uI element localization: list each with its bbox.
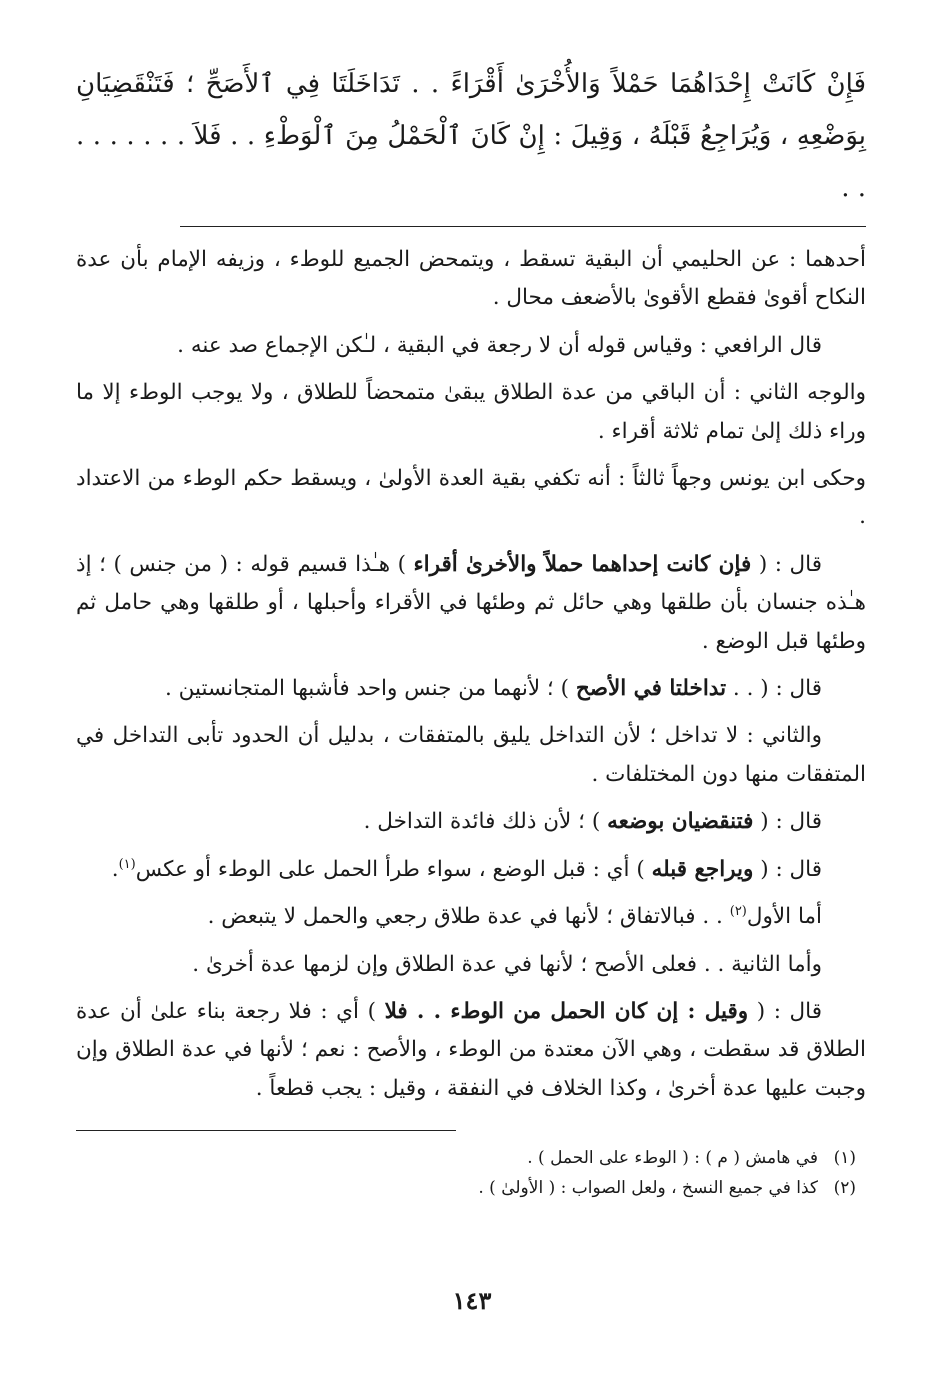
sharh-paragraph-5 [76, 546, 866, 661]
matn-divider [180, 226, 866, 227]
sharh-paragraph-2: قال الرافعي : وقياس قوله أن لا رجعة في البقية ، لـٰكن الإجماع صد عنه . [177, 332, 822, 358]
commentary-text: ) ؛ لأنهما من جنس واحد فأشبها المتجانستين . [164, 676, 569, 702]
commentary-text: أما الأول [746, 904, 822, 930]
sharh-paragraph-9 [76, 851, 866, 889]
footnote-ref-2[interactable]: (٢) [729, 903, 747, 919]
footnote-2 [76, 1173, 866, 1203]
footnote-number: (٢) [833, 1178, 856, 1199]
page-number: ١٤٣ [452, 1286, 492, 1315]
commentary-text: ) هـٰذا قسيم قوله : ( من جنس ) ؛ إذ هـٰذه جنسان بأن طلقها وهي حائل ثم وطئها في الأقراء وأحبلها ، أو طلقها وهي حامل ثم وطئها قبل الوضع . [76, 551, 866, 654]
book-page [76, 58, 866, 1348]
footnotes [76, 1143, 866, 1203]
matn-line-2: بِوَضْعِهِ ، وَيُرَاجِعُ قَبْلَهُ ، وَقِيلَ : إِنْ كَانَ ٱلْحَمْلُ مِنَ ٱلْوَطْءِ . . فَلاَ . . . . . . . . . [76, 121, 866, 203]
sharh-paragraph-1: أحدهما : عن الحليمي أن البقية تسقط ، ويتمحض الجميع للوطء ، وزيفه الإمام بأن عدة النكاح أقوىٰ فقطع الأقوىٰ بالأضعف محال . [76, 247, 866, 311]
sharh-paragraph-12 [76, 993, 866, 1108]
sharh-paragraph-10 [76, 898, 866, 936]
footnote-text: كذا في جميع النسخ ، ولعل الصواب : ( الأولىٰ ) . [478, 1178, 818, 1199]
footnote-ref-1[interactable]: (١) [118, 856, 136, 872]
sharh-paragraph-6 [76, 670, 866, 708]
sharh-paragraph-3: والوجه الثاني : أن الباقي من عدة الطلاق يبقىٰ متمحضاً للطلاق ، ولا يوجب الوطء إلا ما وراء ذلك إلىٰ تمام ثلاثة أقراء . [76, 380, 866, 444]
quoted-matn: ويراجع قبله [651, 856, 754, 882]
quoted-matn: فإن كانت إحداهما حملاً والأخرىٰ أقراء [413, 551, 752, 577]
footnote-text: في هامش ( م ) : ( الوطء على الحمل ) . [527, 1148, 818, 1169]
quote-open: قال : ( [758, 551, 822, 577]
commentary-text: ) أي : فلا رجعة بناء علىٰ أن عدة الطلاق قد سقطت ، وهي الآن معتدة من الوطء ، والأصح : نعم ؛ لأنها في عدة الطلاق وإن وجبت عليها عدة أخرىٰ ، وكذا الخلاف في النفقة ، وقيل : يجب قطعاً . [76, 998, 866, 1101]
quoted-matn: فتنقضيان بوضعه [607, 809, 754, 835]
commentary-text: ) أي : قبل الوضع ، سواء طرأ الحمل على الوطء أو عكس [135, 856, 645, 882]
sharh-paragraph-11: وأما الثانية . . فعلى الأصح ؛ لأنها في عدة الطلاق وإن لزمها عدة أخرىٰ . [192, 951, 822, 977]
sharh-commentary [76, 241, 866, 1108]
sharh-paragraph-8 [76, 803, 866, 841]
quote-open: قال : ( [760, 856, 822, 882]
quote-open: قال : ( [756, 998, 822, 1024]
commentary-text-end: . [111, 856, 119, 882]
sharh-paragraph-7: والثاني : لا تداخل ؛ لأن التداخل يليق بالمتفقات ، بدليل أن الحدود تأبى التداخل في المتفقات منها دون المختلفات . [76, 723, 866, 787]
footnote-1 [76, 1143, 866, 1173]
quote-open: قال : ( [760, 809, 822, 835]
quoted-matn: تداخلتا في الأصح [575, 676, 727, 702]
commentary-text-end: . . فبالاتفاق ؛ لأنها في عدة طلاق رجعي والحمل لا يتبعض . [207, 904, 723, 930]
footnote-number: (١) [833, 1148, 856, 1169]
quote-open: قال : ( . . [732, 676, 822, 702]
footnote-divider [76, 1130, 456, 1131]
matn-line-1: فَإِنْ كَانَتْ إِحْدَاهُمَا حَمْلاً وَالأُخْرَىٰ أَقْرَاءً . . تَدَاخَلَتَا فِي ٱلأَصَحِّ ؛ فَتَنْقَضِيَانِ [76, 69, 866, 99]
quoted-matn: وقيل : إن كان الحمل من الوطء . . فلا [384, 998, 749, 1024]
commentary-text: ) ؛ لأن ذلك فائدة التداخل . [363, 809, 601, 835]
sharh-paragraph-4: وحكى ابن يونس وجهاً ثالثاً : أنه تكفي بقية العدة الأولىٰ ، ويسقط حكم الوطء من الاعتداد . [76, 466, 866, 530]
matn-text [76, 58, 866, 214]
